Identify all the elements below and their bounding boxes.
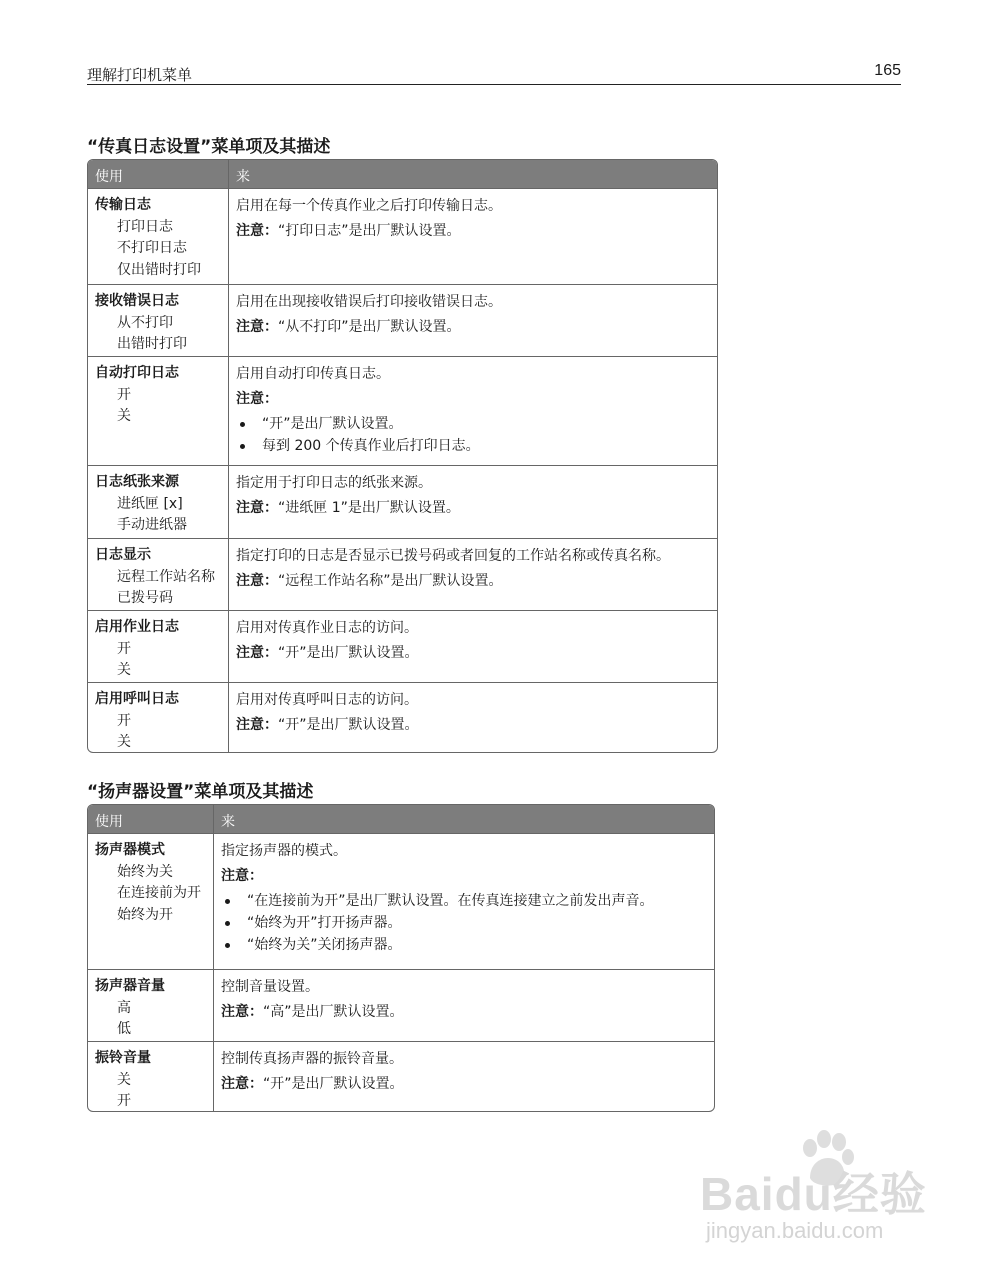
table-header bbox=[88, 160, 717, 188]
menu-item-name: 传输日志 bbox=[95, 197, 151, 213]
menu-option: 在连接前为开 bbox=[117, 885, 201, 901]
menu-item-name: 扬声器音量 bbox=[95, 978, 165, 994]
fax-log-settings-table bbox=[87, 159, 718, 753]
menu-option: 进纸匣 [x] bbox=[117, 495, 183, 512]
watermark-url: jingyan.baidu.com bbox=[706, 1218, 884, 1243]
menu-option: 开 bbox=[117, 1093, 131, 1109]
note-label: 注意： bbox=[236, 391, 278, 407]
menu-option: 关 bbox=[117, 662, 131, 678]
note-text: “开”是出厂默认设置。 bbox=[278, 645, 419, 661]
note-bullet: 每到 200 个传真作业后打印日志。 bbox=[236, 436, 480, 456]
section-title-speaker: “扬声器设置”菜单项及其描述 bbox=[87, 782, 314, 802]
note-bullet: “始终为关”关闭扬声器。 bbox=[221, 935, 654, 955]
table-row bbox=[88, 284, 717, 356]
menu-option: 从不打印 bbox=[117, 314, 173, 331]
note-label: 注意： bbox=[236, 717, 278, 733]
table-row bbox=[88, 538, 717, 610]
note-bullet: “始终为开”打开扬声器。 bbox=[221, 913, 654, 933]
note-text: “从不打印”是出厂默认设置。 bbox=[278, 319, 461, 335]
note-text: “进纸匣 1”是出厂默认设置。 bbox=[278, 500, 460, 516]
table-row bbox=[88, 969, 714, 1041]
menu-option: 打印日志 bbox=[117, 218, 173, 235]
menu-item-name: 扬声器模式 bbox=[95, 842, 165, 858]
table-row bbox=[88, 1041, 714, 1112]
description: 启用在出现接收错误后打印接收错误日志。 bbox=[236, 294, 502, 310]
menu-option: 开 bbox=[117, 640, 131, 657]
description: 控制音量设置。 bbox=[221, 979, 319, 995]
menu-option: 开 bbox=[117, 712, 131, 729]
note-text: “远程工作站名称”是出厂默认设置。 bbox=[278, 573, 503, 589]
note-label: 注意： bbox=[221, 1004, 263, 1020]
watermark-logo: Baidu经验 bbox=[700, 1168, 927, 1220]
menu-option: 仅出错时打印 bbox=[117, 261, 201, 278]
note-text: “打印日志”是出厂默认设置。 bbox=[278, 223, 461, 239]
menu-option: 手动进纸器 bbox=[117, 517, 187, 533]
column-header-use: 使用 bbox=[95, 169, 123, 185]
note-label: 注意： bbox=[236, 500, 278, 516]
note-text: “开”是出厂默认设置。 bbox=[278, 717, 419, 733]
menu-option: 出错时打印 bbox=[117, 336, 187, 352]
description: 启用对传真作业日志的访问。 bbox=[236, 620, 418, 636]
description: 指定打印的日志是否显示已拨号码或者回复的工作站名称或传真名称。 bbox=[236, 548, 670, 564]
menu-option: 低 bbox=[117, 1021, 131, 1037]
table-row bbox=[88, 188, 717, 284]
table-row bbox=[88, 356, 717, 465]
description: 控制传真扬声器的振铃音量。 bbox=[221, 1051, 403, 1067]
menu-option: 关 bbox=[117, 408, 131, 424]
table-row bbox=[88, 833, 714, 969]
menu-item-name: 启用呼叫日志 bbox=[95, 691, 179, 707]
menu-item-name: 振铃音量 bbox=[95, 1050, 151, 1066]
column-header-purpose: 来 bbox=[221, 814, 235, 830]
note-text: “开”是出厂默认设置。 bbox=[263, 1076, 404, 1092]
note-bullet-list bbox=[221, 891, 654, 955]
note-label: 注意： bbox=[236, 319, 278, 335]
note-label: 注意： bbox=[236, 223, 278, 239]
menu-option: 始终为关 bbox=[117, 863, 173, 880]
description: 指定扬声器的模式。 bbox=[221, 843, 347, 859]
table-header bbox=[88, 805, 714, 833]
menu-option: 远程工作站名称 bbox=[117, 568, 215, 585]
note-bullet: “在连接前为开”是出厂默认设置。在传真连接建立之前发出声音。 bbox=[221, 891, 654, 911]
menu-item-name: 接收错误日志 bbox=[95, 293, 179, 309]
running-title: 理解打印机菜单 bbox=[87, 66, 193, 84]
menu-option: 始终为开 bbox=[117, 906, 173, 923]
menu-option: 关 bbox=[117, 734, 131, 750]
description: 指定用于打印日志的纸张来源。 bbox=[236, 475, 432, 491]
menu-option: 已拨号码 bbox=[117, 590, 173, 606]
menu-option: 开 bbox=[117, 386, 131, 403]
menu-option: 高 bbox=[117, 999, 131, 1016]
column-header-use: 使用 bbox=[95, 814, 123, 830]
menu-option: 不打印日志 bbox=[117, 240, 187, 256]
section-title-fax-log: “传真日志设置”菜单项及其描述 bbox=[87, 137, 331, 157]
menu-item-name: 日志显示 bbox=[95, 547, 151, 563]
menu-item-name: 日志纸张来源 bbox=[95, 474, 179, 490]
table-row bbox=[88, 465, 717, 538]
description: 启用自动打印传真日志。 bbox=[236, 366, 390, 382]
page-number: 165 bbox=[874, 62, 901, 79]
column-header-purpose: 来 bbox=[236, 169, 250, 185]
note-label: 注意： bbox=[221, 868, 263, 884]
baidu-watermark bbox=[700, 1130, 930, 1260]
menu-item-name: 自动打印日志 bbox=[95, 365, 179, 381]
description: 启用对传真呼叫日志的访问。 bbox=[236, 692, 418, 708]
note-label: 注意： bbox=[236, 645, 278, 661]
speaker-settings-table bbox=[87, 804, 715, 1112]
note-text: “高”是出厂默认设置。 bbox=[263, 1004, 404, 1020]
page-header bbox=[87, 62, 901, 85]
menu-item-name: 启用作业日志 bbox=[95, 619, 179, 635]
table-row bbox=[88, 682, 717, 753]
description: 启用在每一个传真作业之后打印传输日志。 bbox=[236, 198, 502, 214]
menu-option: 关 bbox=[117, 1071, 131, 1088]
note-bullet-list bbox=[236, 414, 480, 456]
note-label: 注意： bbox=[221, 1076, 263, 1092]
note-label: 注意： bbox=[236, 573, 278, 589]
note-bullet: “开”是出厂默认设置。 bbox=[236, 414, 480, 434]
table-row bbox=[88, 610, 717, 682]
